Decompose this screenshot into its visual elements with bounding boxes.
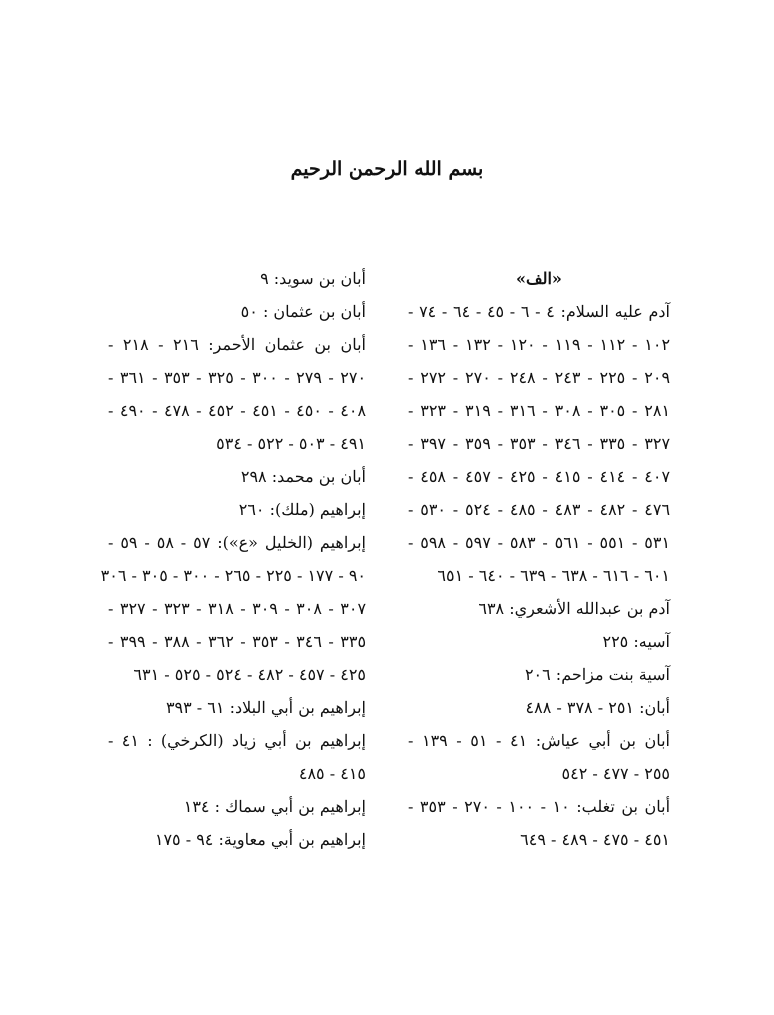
index-entry-aban-uthman-ahmar: أبان بن عثمان الأحمر: ٢١٦ - ٢١٨ - xyxy=(108,335,366,354)
index-entry-adam: آدم عليه السلام: ٤ - ٦ - ٤٥ - ٦٤ - ٧٤ - xyxy=(408,302,671,321)
index-entry-aban: أبان: ٢٥١ - ٣٧٨ - ٤٨٨ xyxy=(525,698,670,717)
index-entry-asiyah: آسيه: ٢٢٥ xyxy=(602,632,670,651)
index-entry-ibrahim-malik: إبراهيم (ملك): ٢٦٠ xyxy=(238,500,366,519)
index-entry-ibrahim-khalil: إبراهيم (الخليل «ع»): ٥٧ - ٥٨ - ٥٩ - xyxy=(108,533,367,552)
index-entry-continuation: ٢٠٩ - ٢٢٥ - ٢٤٣ - ٢٤٨ - ٢٧٠ - ٢٧٢ - xyxy=(408,368,671,387)
index-entry-aban-taghlib: أبان بن تغلب: ١٠ - ١٠٠ - ٢٧٠ - ٣٥٣ - xyxy=(408,797,671,816)
index-entry-ibrahim-abi-muawiya: إبراهيم بن أبي معاوية: ٩٤ - ١٧٥ xyxy=(154,830,366,849)
index-entry-asiyah-bint-muzahim: آسية بنت مزاحم: ٢٠٦ xyxy=(524,665,670,684)
index-entry-continuation: ٢٥٥ - ٤٧٧ - ٥٤٢ xyxy=(561,764,670,783)
index-entry-continuation: ٣٣٥ - ٣٤٦ - ٣٥٣ - ٣٦٢ - ٣٨٨ - ٣٩٩ - xyxy=(108,632,367,651)
index-entry-ibrahim-abi-ziyad: إبراهيم بن أبي زياد (الكرخي) : ٤١ - xyxy=(108,731,366,750)
index-entry-continuation: ٥٣١ - ٥٥١ - ٥٦١ - ٥٨٣ - ٥٩٧ - ٥٩٨ - xyxy=(408,533,671,552)
index-entry-continuation: ٤٩١ - ٥٠٣ - ٥٢٢ - ٥٣٤ xyxy=(216,434,366,453)
index-entry-ibrahim-abi-simak: إبراهيم بن أبي سماك : ١٣٤ xyxy=(183,797,366,816)
index-entry-adam-ashari: آدم بن عبدالله الأشعري: ٦٣٨ xyxy=(478,599,670,618)
index-entry-continuation: ٤٧٦ - ٤٨٢ - ٤٨٣ - ٤٨٥ - ٥٢٤ - ٥٣٠ - xyxy=(408,500,671,519)
index-entry-aban-muhammad: أبان بن محمد: ٢٩٨ xyxy=(240,467,366,486)
index-entry-continuation: ٤٥١ - ٤٧٥ - ٤٨٩ - ٦٤٩ xyxy=(520,830,670,849)
index-entry-continuation: ٤٠٧ - ٤١٤ - ٤١٥ - ٤٢٥ - ٤٥٧ - ٤٥٨ - xyxy=(408,467,671,486)
index-entry-continuation: ١٠٢ - ١١٢ - ١١٩ - ١٢٠ - ١٣٢ - ١٣٦ - xyxy=(408,335,671,354)
index-entry-continuation: ٣٠٧ - ٣٠٨ - ٣٠٩ - ٣١٨ - ٣٢٣ - ٣٢٧ - xyxy=(108,599,367,618)
index-entry-continuation: ٢٧٠ - ٢٧٩ - ٣٠٠ - ٣٢٥ - ٣٥٣ - ٣٦١ - xyxy=(108,368,367,387)
index-entry-continuation: ٤٠٨ - ٤٥٠ - ٤٥١ - ٤٥٢ - ٤٧٨ - ٤٩٠ - xyxy=(108,401,367,420)
index-entry-continuation: ٦٠١ - ٦١٦ - ٦٣٨ - ٦٣٩ - ٦٤٠ - ٦٥١ xyxy=(437,566,670,585)
index-column-left xyxy=(100,262,367,856)
index-entry-continuation: ٢٨١ - ٣٠٥ - ٣٠٨ - ٣١٦ - ٣١٩ - ٣٢٣ - xyxy=(408,401,671,420)
index-entry-continuation: ٣٢٧ - ٣٣٥ - ٣٤٦ - ٣٥٣ - ٣٥٩ - ٣٩٧ - xyxy=(408,434,671,453)
index-entry-continuation: ٩٠ - ١٧٧ - ٢٢٥ - ٢٦٥ - ٣٠٠ - ٣٠٥ - ٣٠٦ xyxy=(100,566,366,585)
index-entry-ibrahim-abi-bilad: إبراهيم بن أبي البلاد: ٦١ - ٣٩٣ xyxy=(165,698,366,717)
index-column-right xyxy=(408,262,670,856)
page-title: بسم الله الرحمن الرحيم xyxy=(290,158,484,180)
index-entry-aban-abi-ayyash: أبان بن أبي عياش: ٤١ - ٥١ - ١٣٩ - xyxy=(408,731,670,750)
index-entry-aban-uthman: أبان بن عثمان : ٥٠ xyxy=(240,302,366,321)
section-letter-heading: «الف» xyxy=(516,269,562,288)
index-entry-aban-suwayd: أبان بن سويد: ٩ xyxy=(260,269,366,288)
index-entry-continuation: ٤١٥ - ٤٨٥ xyxy=(298,764,366,783)
index-entry-continuation: ٤٢٥ - ٤٥٧ - ٤٨٢ - ٥٢٤ - ٥٢٥ - ٦٣١ xyxy=(133,665,366,684)
